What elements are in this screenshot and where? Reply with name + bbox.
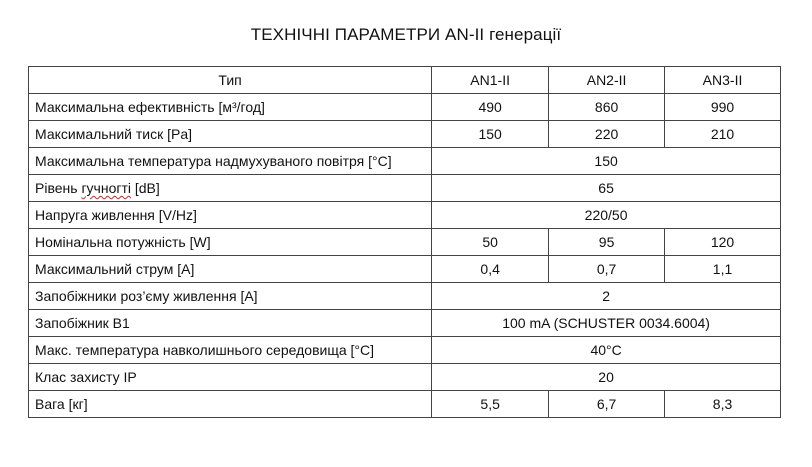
row-value: 6,7: [549, 391, 665, 418]
row-merged-value: 40°C: [432, 337, 781, 364]
row-label: Максимальний тиск [Pa]: [29, 121, 432, 148]
table-row: [29, 283, 781, 310]
row-value: 220: [549, 121, 665, 148]
table-header-row: [29, 67, 781, 94]
row-label: Вага [кг]: [29, 391, 432, 418]
row-merged-value: 220/50: [432, 202, 781, 229]
row-label-part: Рівень: [35, 180, 82, 196]
row-value: 95: [549, 229, 665, 256]
row-merged-value: 65: [432, 175, 781, 202]
header-model-an3: AN3-II: [665, 67, 781, 94]
row-label: Запобіжники роз’єму живлення [A]: [29, 283, 432, 310]
row-merged-value: 20: [432, 364, 781, 391]
table-row: [29, 121, 781, 148]
row-label: Максимальна температура надмухуваного повітря [°C]: [29, 148, 432, 175]
table-row: [29, 337, 781, 364]
row-label: Запобіжник B1: [29, 310, 432, 337]
table-row: [29, 94, 781, 121]
row-value: 0,4: [432, 256, 549, 283]
header-type-label: Тип: [29, 67, 432, 94]
table-row: [29, 391, 781, 418]
row-value: 990: [665, 94, 781, 121]
table-row: [29, 364, 781, 391]
table-row: [29, 229, 781, 256]
page-title: ТЕХНІЧНІ ПАРАМЕТРИ AN-II генерації: [250, 25, 562, 44]
table-row: [29, 310, 781, 337]
table-row: [29, 256, 781, 283]
row-merged-value: 2: [432, 283, 781, 310]
row-merged-value: 150: [432, 148, 781, 175]
row-label: Клас захисту IP: [29, 364, 432, 391]
row-value: 8,3: [665, 391, 781, 418]
row-value: 5,5: [432, 391, 549, 418]
row-label: [29, 175, 432, 202]
row-label: Номінальна потужність [W]: [29, 229, 432, 256]
row-label: Напруга живлення [V/Hz]: [29, 202, 432, 229]
spellcheck-flagged-word: гучногті: [81, 180, 131, 196]
row-label: Максимальна ефективність [м³/год]: [29, 94, 432, 121]
row-value: 210: [665, 121, 781, 148]
row-value: 860: [549, 94, 665, 121]
header-model-an2: AN2-II: [549, 67, 665, 94]
row-label: Макс. температура навколишнього середовища [°C]: [29, 337, 432, 364]
row-label-part: [dB]: [130, 180, 160, 196]
row-value: 150: [432, 121, 549, 148]
table-row: [29, 148, 781, 175]
row-value: 50: [432, 229, 549, 256]
row-value: 490: [432, 94, 549, 121]
row-value: 1,1: [665, 256, 781, 283]
table-row: [29, 175, 781, 202]
table-row: [29, 202, 781, 229]
row-value: 120: [665, 229, 781, 256]
technical-parameters-table: [28, 66, 781, 418]
row-value: 0,7: [549, 256, 665, 283]
header-model-an1: AN1-II: [432, 67, 549, 94]
row-label: Максимальний струм [A]: [29, 256, 432, 283]
row-merged-value: 100 mA (SCHUSTER 0034.6004): [432, 310, 781, 337]
